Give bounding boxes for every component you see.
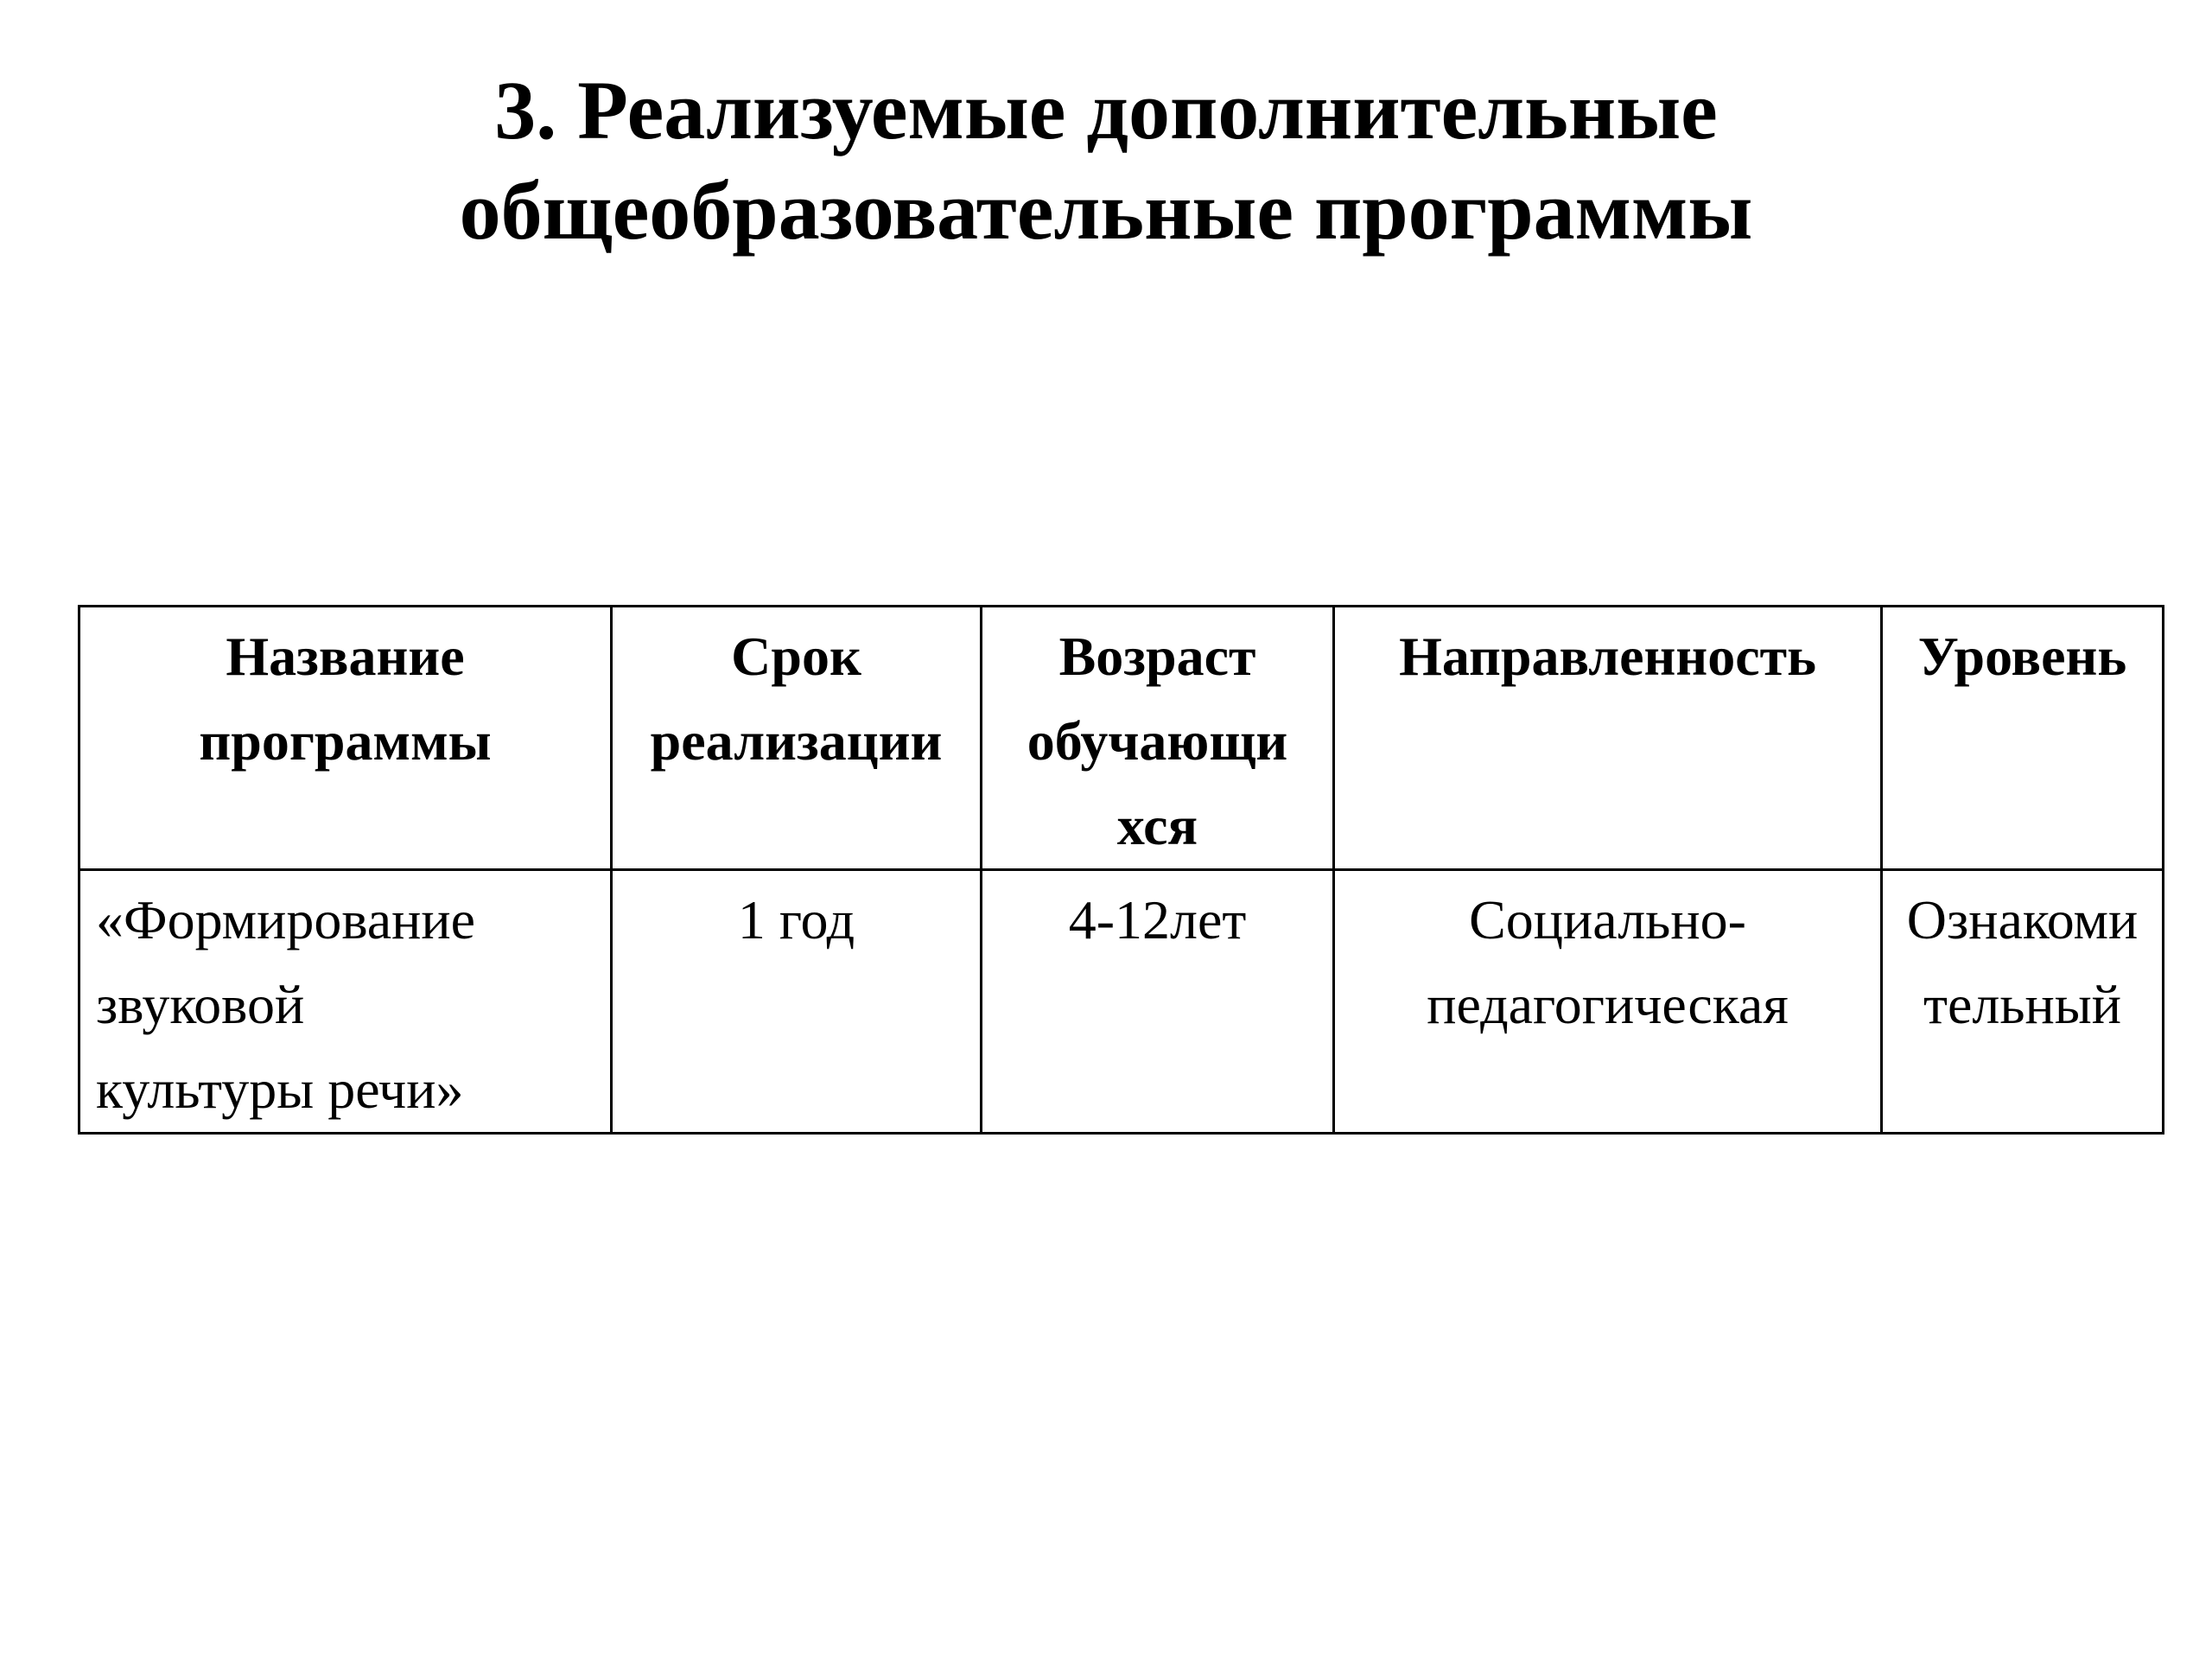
cell-text: «Формирование <box>96 889 476 950</box>
table-row <box>79 870 2164 1134</box>
header-program-name <box>79 607 612 870</box>
header-text: обучающи <box>1027 710 1288 772</box>
programs-table <box>78 605 2164 1135</box>
slide-title-line-1: 3. Реализуемые дополнительные <box>494 64 1718 156</box>
cell-text: тельный <box>1923 974 2121 1035</box>
cell-text: 1 год <box>737 889 855 950</box>
header-orientation <box>1334 607 1882 870</box>
header-text: Название <box>226 626 465 687</box>
header-text: Уровень <box>1917 626 2127 687</box>
header-text: Срок <box>731 626 861 687</box>
header-duration <box>612 607 982 870</box>
slide-title-line-2: общеобразовательные программы <box>459 164 1753 257</box>
header-level <box>1882 607 2164 870</box>
cell-program-name <box>79 870 612 1134</box>
header-text: реализации <box>650 710 943 772</box>
cell-text: Ознакоми <box>1906 889 2139 950</box>
cell-text: звуковой <box>96 974 305 1035</box>
cell-age <box>982 870 1334 1134</box>
cell-text: педагогическая <box>1427 974 1789 1035</box>
cell-duration <box>612 870 982 1134</box>
cell-orientation <box>1334 870 1882 1134</box>
cell-text: 4-12лет <box>1068 889 1247 950</box>
cell-level <box>1882 870 2164 1134</box>
header-text: программы <box>199 710 492 772</box>
slide-title <box>0 60 2212 261</box>
cell-text: Социально- <box>1469 889 1746 950</box>
header-age <box>982 607 1334 870</box>
cell-text: культуры речи» <box>96 1058 464 1120</box>
header-text: Направленность <box>1399 626 1816 687</box>
header-text: хся <box>1116 795 1198 856</box>
table-header-row <box>79 607 2164 870</box>
header-text: Возраст <box>1058 626 1256 687</box>
